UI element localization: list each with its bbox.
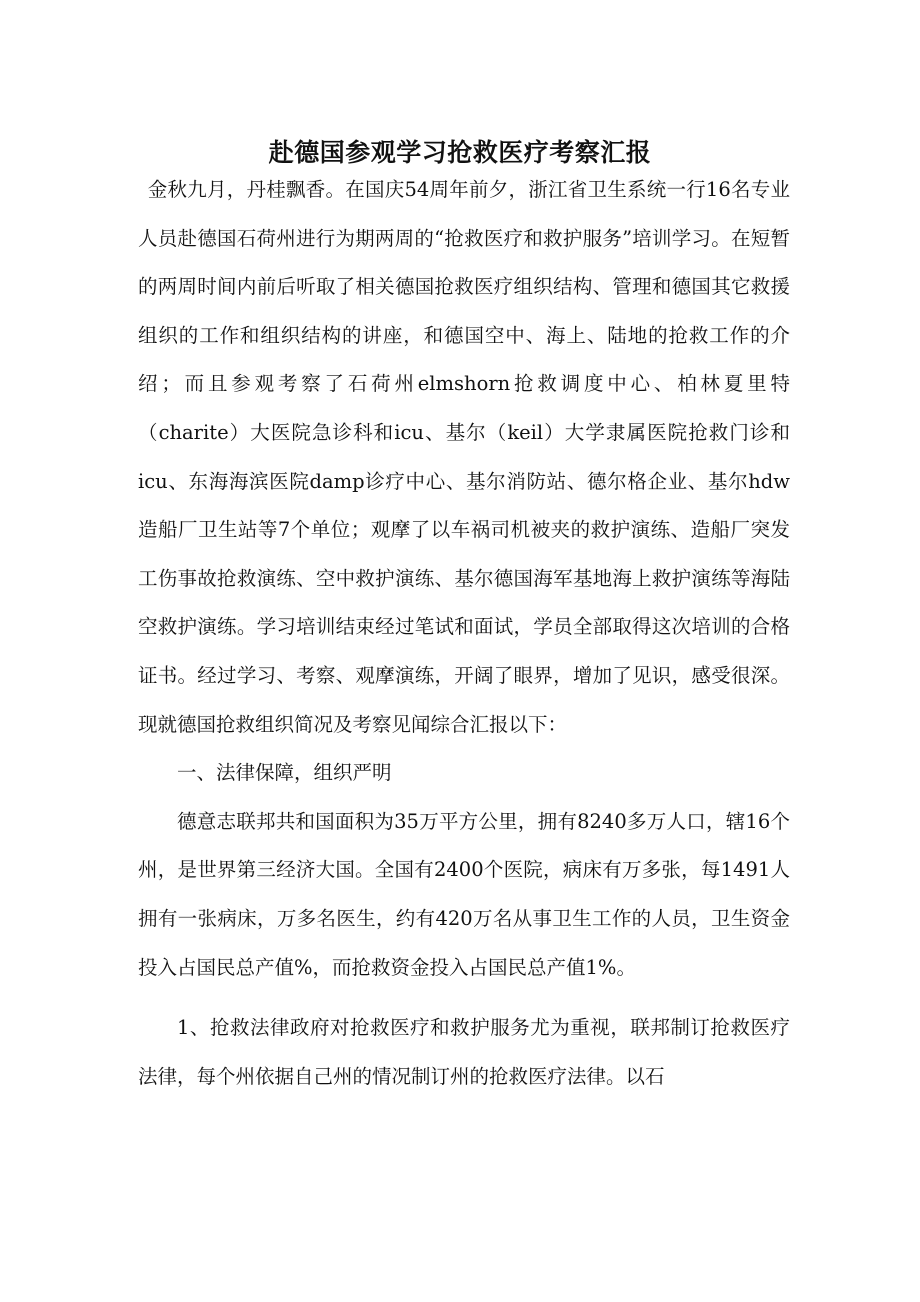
document-title: 赴德国参观学习抢救医疗考察汇报	[268, 137, 652, 167]
section-heading-legal: 一、法律保障，组织严明	[177, 761, 392, 785]
intro-paragraph: 金秋九月，丹桂飘香。在国庆54周年前夕，浙江省卫生系统一行16名专业人员赴德国石荷州进行为期两周的“抢救医疗和救护服务”培训学习。在短暂的两周时间内前后听取了相关德国抢救医疗组织结构、管理和德国其它救援组织的工作和组织结构的讲座，和德国空中、海上、陆地的抢救工作的介绍；而且参观考察了石荷州elmshorn抢救调度中心、柏林夏里特（charite）大医院急诊科和icu、基尔（keil）大学隶属医院抢救门诊和icu、东海海滨医院damp诊疗中心、基尔消防站、德尔格企业、基尔hdw造船厂卫生站等7个单位；观摩了以车祸司机被夹的救护演练、造船厂突发工伤事故抢救演练、空中救护演练、基尔德国海军基地海上救护演练等海陆空救护演练。学习培训结束经过笔试和面试，学员全部取得这次培训的合格证书。经过学习、考察、观摩演练，开阔了眼界，增加了见识，感受很深。现就德国抢救组织简况及考察见闻综合汇报以下：	[138, 178, 790, 736]
germany-overview-paragraph: 德意志联邦共和国面积为35万平方公里，拥有8240多万人口，辖16个州，是世界第三经济大国。全国有2400个医院，病床有万多张，每1491人拥有一张病床，万多名医生，约有420万名从事卫生工作的人员，卫生资金投入占国民总产值%，而抢救资金投入占国民总产值1%。	[138, 809, 790, 979]
rescue-law-paragraph: 1、抢救法律政府对抢救医疗和救护服务尤为重视，联邦制订抢救医疗法律，每个州依据自己州的情况制订州的抢救医疗法律。以石	[138, 1016, 790, 1088]
document-body	[138, 166, 790, 1101]
